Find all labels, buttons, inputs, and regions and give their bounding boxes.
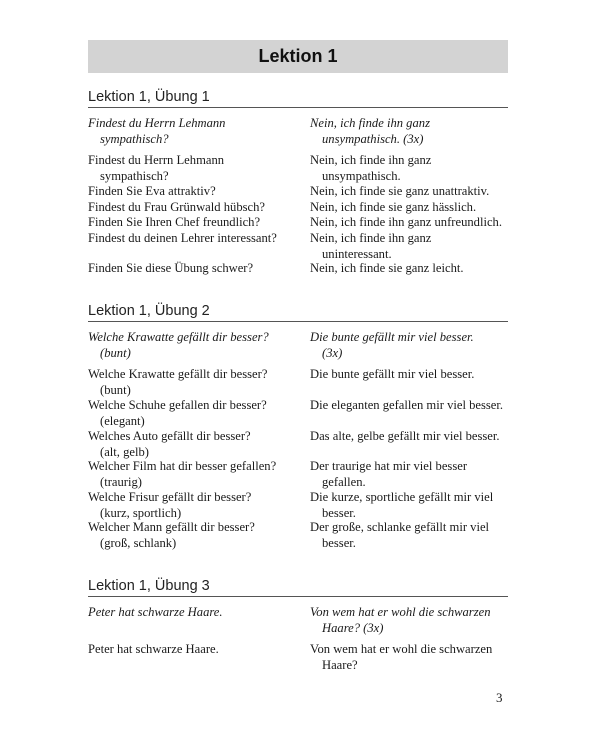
prompt: Finden Sie diese Übung schwer?	[88, 261, 254, 275]
section-uebung-3	[88, 577, 508, 672]
prompt: Welcher Film hat dir besser gefallen? (traurig)	[88, 459, 277, 489]
answer: Nein, ich finde ihn ganz unsympathisch.	[310, 153, 432, 183]
section-heading: Lektion 1, Übung 1	[88, 88, 508, 108]
example-answer: Nein, ich finde ihn ganz unsympathisch. (3x)	[310, 116, 430, 146]
section-heading: Lektion 1, Übung 2	[88, 302, 508, 322]
answer: Das alte, gelbe gefällt mir viel besser.	[310, 429, 500, 443]
answer: Nein, ich finde sie ganz hässlich.	[310, 200, 477, 214]
answer: Von wem hat er wohl die schwarzen Haare?	[310, 642, 493, 672]
example-prompt: Peter hat schwarze Haare.	[88, 605, 223, 619]
prompt: Welche Frisur gefällt dir besser? (kurz, sportlich)	[88, 490, 252, 520]
answer: Die bunte gefällt mir viel besser.	[310, 367, 475, 381]
answer: Nein, ich finde ihn ganz uninteressant.	[310, 231, 432, 261]
section-heading: Lektion 1, Übung 3	[88, 577, 508, 597]
example-answer: Von wem hat er wohl die schwarzen Haare? (3x)	[310, 605, 491, 635]
page-number: 3	[496, 690, 503, 705]
prompt: Findest du Frau Grünwald hübsch?	[88, 200, 265, 214]
section-uebung-2	[88, 302, 508, 550]
prompt: Finden Sie Ihren Chef freundlich?	[88, 215, 261, 229]
answer: Die kurze, sportliche gefällt mir viel besser.	[310, 490, 494, 520]
prompt: Peter hat schwarze Haare.	[88, 642, 219, 656]
answer: Die eleganten gefallen mir viel besser.	[310, 398, 504, 412]
prompt: Welcher Mann gefällt dir besser? (groß, schlank)	[88, 520, 255, 550]
answer: Nein, ich finde sie ganz leicht.	[310, 261, 464, 275]
prompt: Welche Krawatte gefällt dir besser? (bunt)	[88, 367, 268, 397]
example-prompt: Welche Krawatte gefällt dir besser? (bunt)	[88, 330, 269, 360]
prompt: Finden Sie Eva attraktiv?	[88, 184, 216, 198]
answer: Nein, ich finde sie ganz unattraktiv.	[310, 184, 490, 198]
prompt: Findest du deinen Lehrer interessant?	[88, 231, 277, 245]
example-answer: Die bunte gefällt mir viel besser. (3x)	[310, 330, 474, 360]
lesson-title: Lektion 1	[88, 40, 508, 73]
answer: Der traurige hat mir viel besser gefallen.	[310, 459, 468, 489]
prompt: Welches Auto gefällt dir besser? (alt, gelb)	[88, 429, 251, 459]
prompt: Welche Schuhe gefallen dir besser? (elegant)	[88, 398, 267, 428]
example-prompt: Findest du Herrn Lehmann sympathisch?	[88, 116, 226, 146]
answer: Nein, ich finde ihn ganz unfreundlich.	[310, 215, 502, 229]
prompt: Findest du Herrn Lehmann sympathisch?	[88, 153, 225, 183]
section-uebung-1	[88, 88, 508, 275]
answer: Der große, schlanke gefällt mir viel besser.	[310, 520, 490, 550]
